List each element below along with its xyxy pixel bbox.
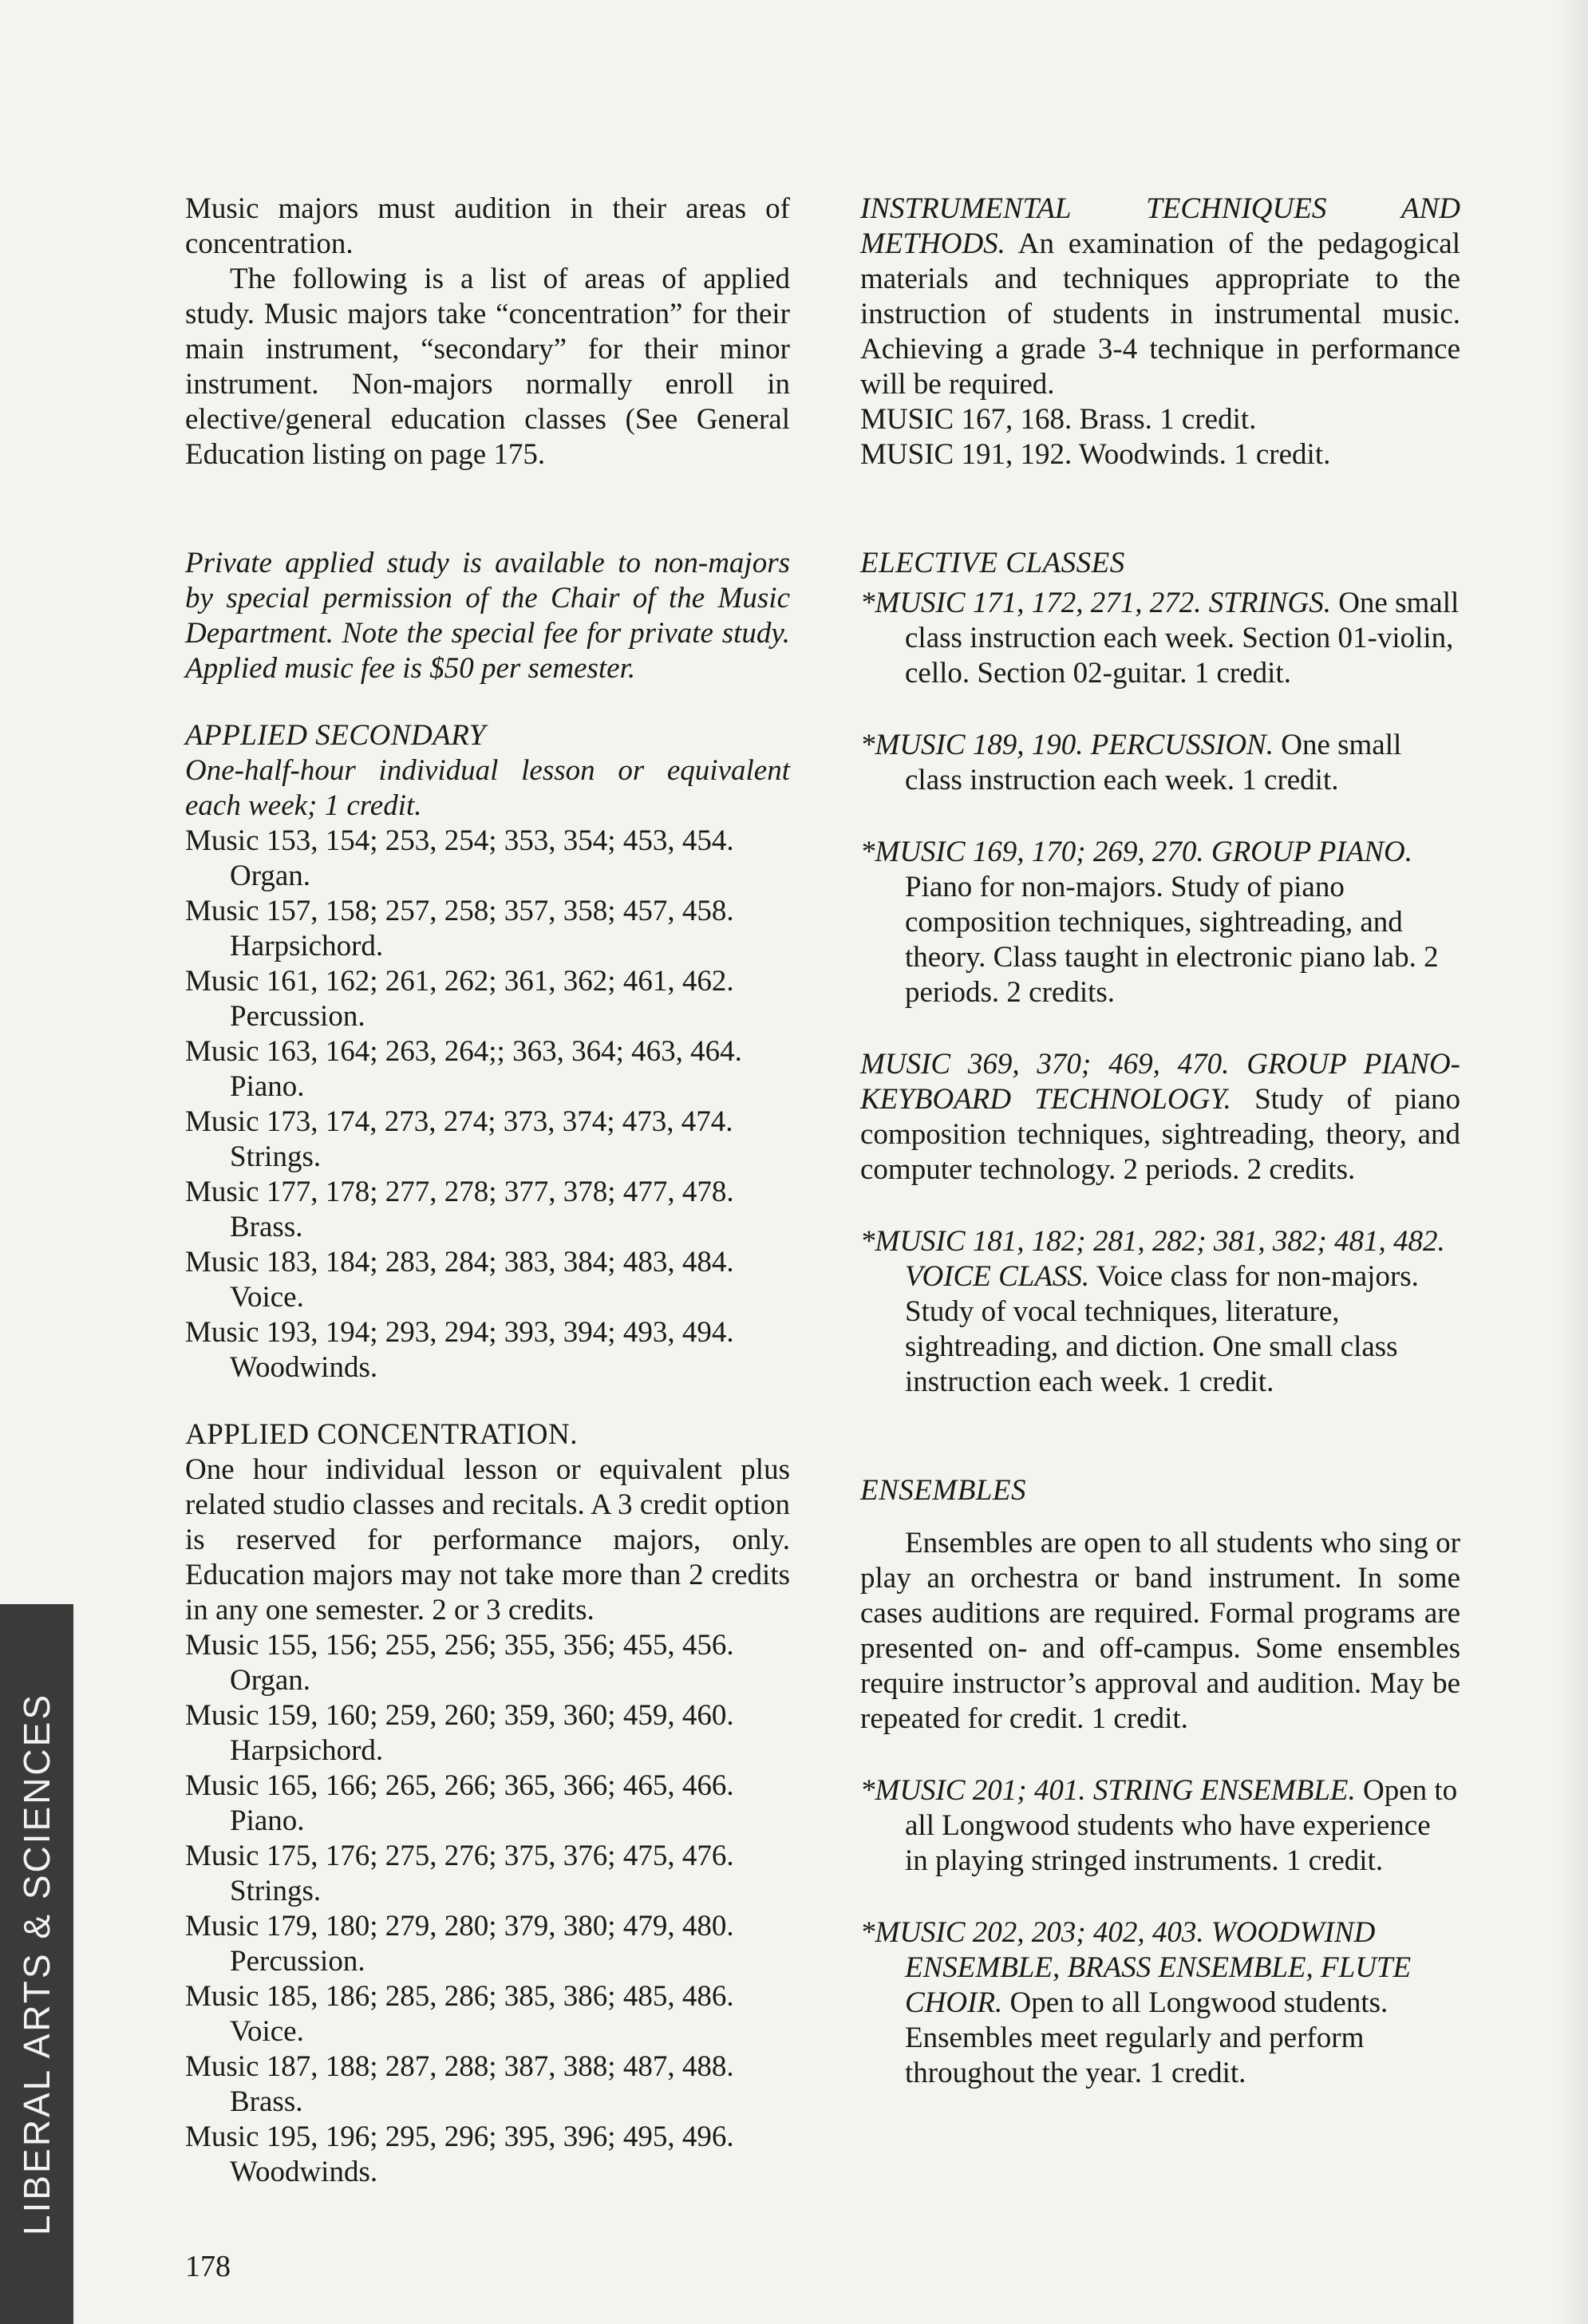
instrumental-woodwinds-line: MUSIC 191, 192. Woodwinds. 1 credit. xyxy=(860,438,1331,471)
page-number: 178 xyxy=(185,2250,231,2283)
entry-body: Piano for non-majors. Study of piano composition techniques, sightreading, and theory. Class taught in electronic piano lab. 2 periods. 2 credits. xyxy=(905,871,1439,1009)
applied-concentration-heading: APPLIED CONCENTRATION. xyxy=(185,1418,578,1451)
course-entry: Music 153, 154; 253, 254; 353, 354; 453, 454. Organ. xyxy=(185,824,734,892)
elective-entry-strings xyxy=(860,586,1460,691)
instrumental-techniques-entry xyxy=(860,192,1460,402)
entry-title: *MUSIC 189, 190. PERCUSSION. xyxy=(860,729,1274,761)
course-entry: Music 155, 156; 255, 256; 355, 356; 455, 456. Organ. xyxy=(185,1629,734,1697)
section-side-tab xyxy=(0,1604,73,2324)
entry-title: *MUSIC 169, 170; 269, 270. GROUP PIANO. xyxy=(860,836,1412,868)
applied-secondary-description: One-half-hour individual lesson or equivalent each week; 1 credit. xyxy=(185,754,790,822)
elective-entry-keyboard-technology xyxy=(860,1047,1460,1188)
course-entry: Music 161, 162; 261, 262; 361, 362; 461, 462. Percussion. xyxy=(185,965,734,1033)
right-column xyxy=(860,192,1460,2091)
course-entry: Music 157, 158; 257, 258; 357, 358; 457, 458. Harpsichord. xyxy=(185,895,734,962)
page-edge-shade xyxy=(1556,0,1588,2324)
course-entry: Music 175, 176; 275, 276; 375, 376; 475, 476. Strings. xyxy=(185,1840,734,1907)
entry-title: *MUSIC 202, 203; 402, 403. WOODWIND ENSEMBLE, BRASS ENSEMBLE, FLUTE CHOIR. xyxy=(860,1916,1412,2019)
course-entry: Music 185, 186; 285, 286; 385, 386; 485, 486. Voice. xyxy=(185,1980,734,2048)
entry-title: *MUSIC 201; 401. STRING ENSEMBLE. xyxy=(860,1774,1356,1807)
ensembles-intro: Ensembles are open to all students who sing or play an orchestra or band instrument. In some cases auditions are required. Formal programs are presented on- and off-campus. Some ensembles require instructor’s approval and audition. May be repeated for credit. 1 credit. xyxy=(860,1527,1460,1735)
ensemble-entry-string xyxy=(860,1773,1460,1879)
elective-entry-voice-class xyxy=(860,1224,1460,1400)
course-entry: Music 193, 194; 293, 294; 393, 394; 493, 494. Woodwinds. xyxy=(185,1316,734,1384)
applied-concentration-description: One hour individual lesson or equivalent plus related studio classes and recitals. A 3 credit option is reserved for performance majors, only. Education majors may not take more than 2 credits in any one semester. 2 or 3 credits. xyxy=(185,1453,790,1626)
entry-body: Open to all Longwood students. Ensembles meet regularly and perform throughout the year. 1 credit. xyxy=(905,1986,1389,2089)
course-entry: Music 177, 178; 277, 278; 377, 378; 477, 478. Brass. xyxy=(185,1176,734,1243)
instrumental-brass-line: MUSIC 167, 168. Brass. 1 credit. xyxy=(860,403,1257,436)
course-entry: Music 187, 188; 287, 288; 387, 388; 487, 488. Brass. xyxy=(185,2050,734,2118)
intro-paragraph-1: Music majors must audition in their areas of concentration. xyxy=(185,192,790,260)
course-entry: Music 183, 184; 283, 284; 383, 384; 483, 484. Voice. xyxy=(185,1246,734,1314)
course-entry: Music 179, 180; 279, 280; 379, 380; 479, 480. Percussion. xyxy=(185,1910,734,1978)
course-entry: Music 195, 196; 295, 296; 395, 396; 495, 496. Woodwinds. xyxy=(185,2120,734,2188)
entry-title: *MUSIC 181, 182; 281, 282; 381, 382; 481, 482. VOICE CLASS. xyxy=(860,1225,1445,1293)
elective-entry-percussion xyxy=(860,728,1460,798)
private-study-note: Private applied study is available to non-majors by special permission of the Chair of the Music Department. Note the special fee for private study. Applied music fee is $50 per semester. xyxy=(185,547,790,685)
instrumental-techniques-title: INSTRUMENTAL TECHNIQUES AND METHODS. xyxy=(860,192,1460,260)
ensembles-heading: ENSEMBLES xyxy=(860,1474,1026,1507)
entry-body: Study of piano composition techniques, sightreading, theory, and computer technology. 2 periods. 2 credits. xyxy=(860,1083,1460,1186)
course-entry: Music 165, 166; 265, 266; 365, 366; 465, 466. Piano. xyxy=(185,1769,734,1837)
entry-body: One small class instruction each week. Section 01-violin, cello. Section 02-guitar. 1 credit. xyxy=(905,587,1460,690)
intro-paragraph-2: The following is a list of areas of applied study. Music majors take “concentration” for their main instrument, “secondary” for their minor instrument. Non-majors normally enroll in elective/general education classes (See General Education listing on page 175. xyxy=(185,263,790,471)
elective-classes-heading: ELECTIVE CLASSES xyxy=(860,547,1125,579)
entry-title: MUSIC 369, 370; 469, 470. GROUP PIANO-KEYBOARD TECHNOLOGY. xyxy=(860,1048,1460,1116)
elective-entry-group-piano xyxy=(860,835,1460,1010)
entry-body: One small class instruction each week. 1 credit. xyxy=(905,729,1402,796)
left-column xyxy=(185,192,790,2190)
course-entry: Music 159, 160; 259, 260; 359, 360; 459, 460. Harpsichord. xyxy=(185,1699,734,1767)
ensemble-entry-woodwind xyxy=(860,1915,1460,2091)
course-entry: Music 173, 174, 273, 274; 373, 374; 473, 474. Strings. xyxy=(185,1105,733,1173)
entry-title: *MUSIC 171, 172, 271, 272. STRINGS. xyxy=(860,587,1331,619)
entry-body: Voice class for non-majors. Study of vocal techniques, literature, sightreading, and diction. One small class instruction each week. 1 credit. xyxy=(905,1260,1419,1398)
instrumental-techniques-body: An examination of the pedagogical materials and techniques appropriate to the instruction of students in instrumental music. Achieving a grade 3-4 technique in performance will be required. xyxy=(860,227,1460,401)
course-entry: Music 163, 164; 263, 264;; 363, 364; 463, 464. Piano. xyxy=(185,1035,742,1103)
section-side-tab-label: LIBERAL ARTS & SCIENCES xyxy=(16,1692,57,2236)
applied-secondary-heading: APPLIED SECONDARY xyxy=(185,719,486,752)
entry-body: Open to all Longwood students who have experience in playing stringed instruments. 1 credit. xyxy=(905,1774,1458,1877)
